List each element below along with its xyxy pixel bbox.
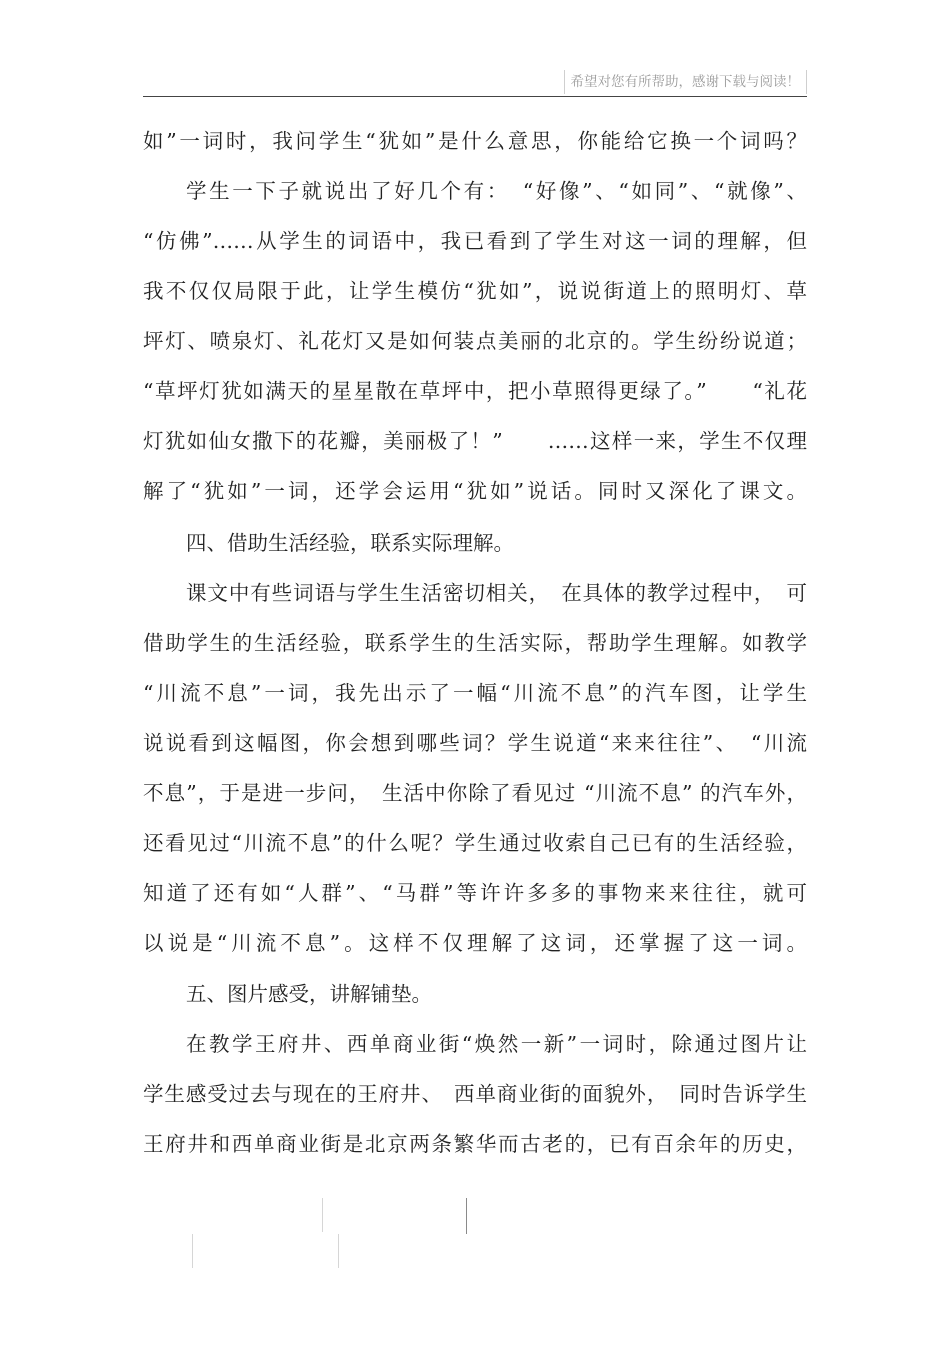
- text-line: “仿佛”……从学生的词语中，我已看到了学生对这一词的理解，但: [143, 229, 807, 253]
- text-line: 解了“犹如”一词，还学会运用“犹如”说话。同时又深化了课文。: [143, 479, 807, 503]
- text-line: 知道了还有如“人群”、“马群”等许许多多的事物来来往往，就可: [143, 881, 807, 905]
- text-line: 学生一下子就说出了好几个有： “好像”、“如同”、“就像”、: [186, 179, 807, 203]
- scan-artifact-line: [192, 1234, 193, 1268]
- text-line: 如”一词时，我问学生“犹如”是什么意思，你能给它换一个词吗？: [143, 129, 807, 153]
- header-rule: [143, 96, 807, 97]
- text-line: 课文中有些词语与学生生活密切相关， 在具体的教学过程中， 可: [186, 581, 807, 605]
- text-line: “草坪灯犹如满天的星星散在草坪中，把小草照得更绿了。” “礼花: [143, 379, 807, 403]
- text-line: “川流不息”一词，我先出示了一幅“川流不息”的汽车图，让学生: [143, 681, 807, 705]
- text-line: 我不仅仅局限于此，让学生模仿“犹如”，说说街道上的照明灯、草: [143, 279, 807, 303]
- text-line: 还看见过“川流不息”的什么呢？学生通过收索自己已有的生活经验，: [143, 831, 807, 855]
- scan-artifact-line: [338, 1234, 339, 1268]
- text-line: 坪灯、喷泉灯、礼花灯又是如何装点美丽的北京的。学生纷纷说道；: [143, 329, 807, 353]
- header-note: 希望对您有所帮助，感谢下载与阅读！: [564, 70, 808, 94]
- text-line: 学生感受过去与现在的王府井、 西单商业街的面貌外， 同时告诉学生: [143, 1082, 807, 1106]
- section-heading: 四、借助生活经验，联系实际理解。: [186, 531, 514, 555]
- text-line: 不息”，于是进一步问， 生活中你除了看见过 “川流不息” 的汽车外，: [143, 781, 807, 805]
- section-heading: 五、图片感受，讲解铺垫。: [186, 982, 432, 1006]
- text-line: 说说看到这幅图，你会想到哪些词？学生说道“来来往往”、 “川流: [143, 731, 807, 755]
- text-line: 以说是“川流不息”。这样不仅理解了这词，还掌握了这一词。: [143, 931, 807, 955]
- scan-artifact-line: [466, 1198, 467, 1234]
- text-line: 借助学生的生活经验，联系学生的生活实际，帮助学生理解。如教学: [143, 631, 807, 655]
- text-line: 王府井和西单商业街是北京两条繁华而古老的，已有百余年的历史，: [143, 1132, 807, 1156]
- text-line: 灯犹如仙女撒下的花瓣，美丽极了！” ……这样一来，学生不仅理: [143, 429, 807, 453]
- text-line: 在教学王府井、西单商业街“焕然一新”一词时，除通过图片让: [186, 1032, 807, 1056]
- scan-artifact-line: [322, 1198, 323, 1232]
